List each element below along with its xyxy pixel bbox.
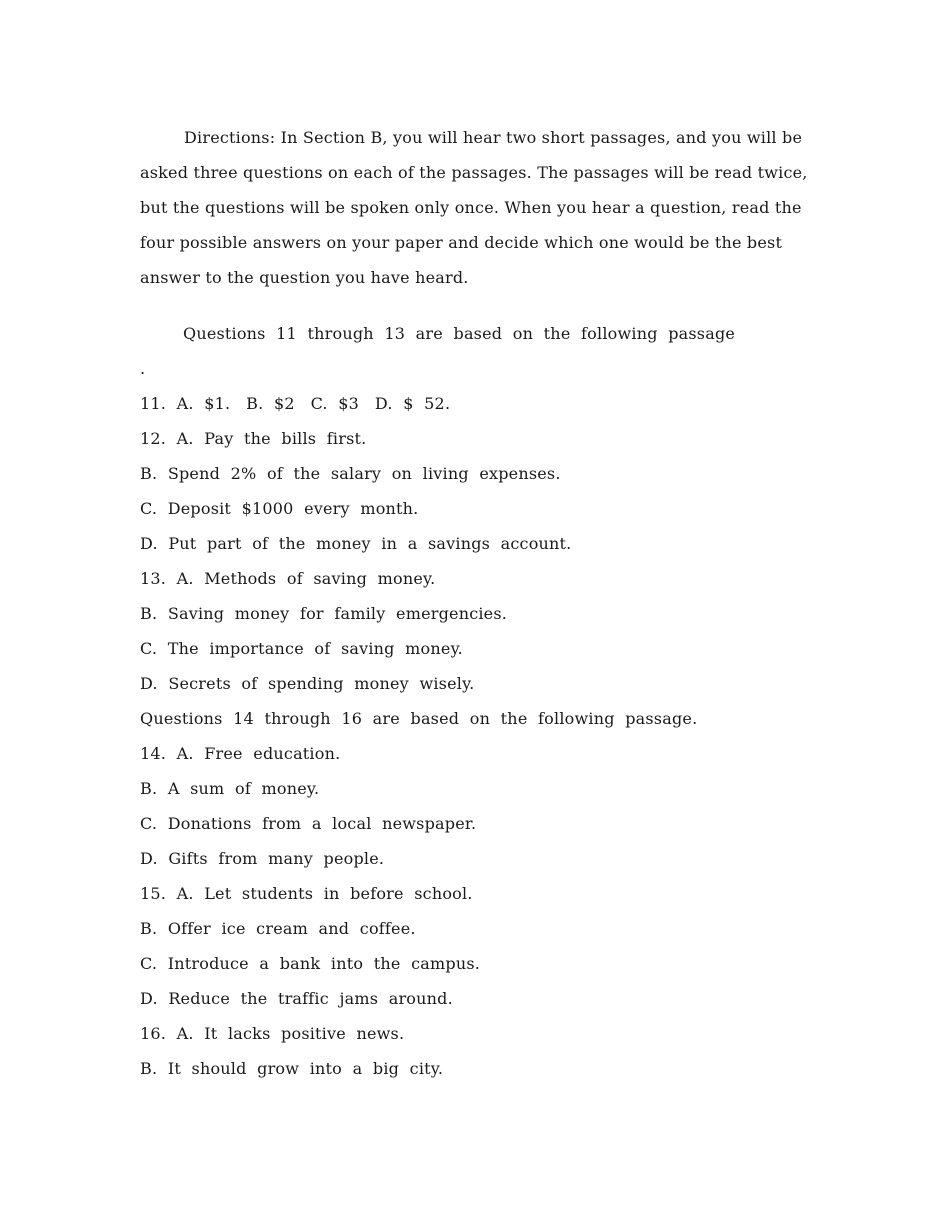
passage-intro-1-period: .	[140, 359, 146, 378]
question-11: 11. A. $1. B. $2 C. $3 D. $ 52.	[140, 394, 451, 413]
question-15-option-d: D. Reduce the traffic jams around.	[140, 989, 453, 1008]
question-12-option-c: C. Deposit $1000 every month.	[140, 499, 419, 518]
question-13-option-c: C. The importance of saving money.	[140, 639, 463, 658]
question-13-option-b: B. Saving money for family emergencies.	[140, 604, 508, 623]
question-15-option-b: B. Offer ice cream and coffee.	[140, 919, 416, 938]
question-14-option-d: D. Gifts from many people.	[140, 849, 385, 868]
question-13-option-a: 13. A. Methods of saving money.	[140, 569, 436, 588]
passage-intro-2: Questions 14 through 16 are based on the following passage.	[140, 709, 698, 728]
question-14-option-a: 14. A. Free education.	[140, 744, 341, 763]
question-15-option-a: 15. A. Let students in before school.	[140, 884, 473, 903]
question-12-option-a: 12. A. Pay the bills first.	[140, 429, 367, 448]
question-14-option-b: B. A sum of money.	[140, 779, 320, 798]
passage-intro-1: Questions 11 through 13 are based on the following passage	[183, 324, 736, 343]
question-15-option-c: C. Introduce a bank into the campus.	[140, 954, 481, 973]
question-14-option-c: C. Donations from a local newspaper.	[140, 814, 477, 833]
question-12-option-d: D. Put part of the money in a savings account.	[140, 534, 572, 553]
question-13-option-d: D. Secrets of spending money wisely.	[140, 674, 475, 693]
question-16-option-a: 16. A. It lacks positive news.	[140, 1024, 405, 1043]
question-list	[140, 316, 830, 1086]
question-16-option-b: B. It should grow into a big city.	[140, 1059, 444, 1078]
question-12-option-b: B. Spend 2% of the salary on living expenses.	[140, 464, 561, 483]
directions-paragraph: Directions: In Section B, you will hear two short passages, and you will be asked three questions on each of the passages. The passages will be read twice, but the questions will be spoken only once. When you hear a question, read the four possible answers on your paper and decide which one would be the best answer to the question you have heard.	[140, 128, 808, 287]
